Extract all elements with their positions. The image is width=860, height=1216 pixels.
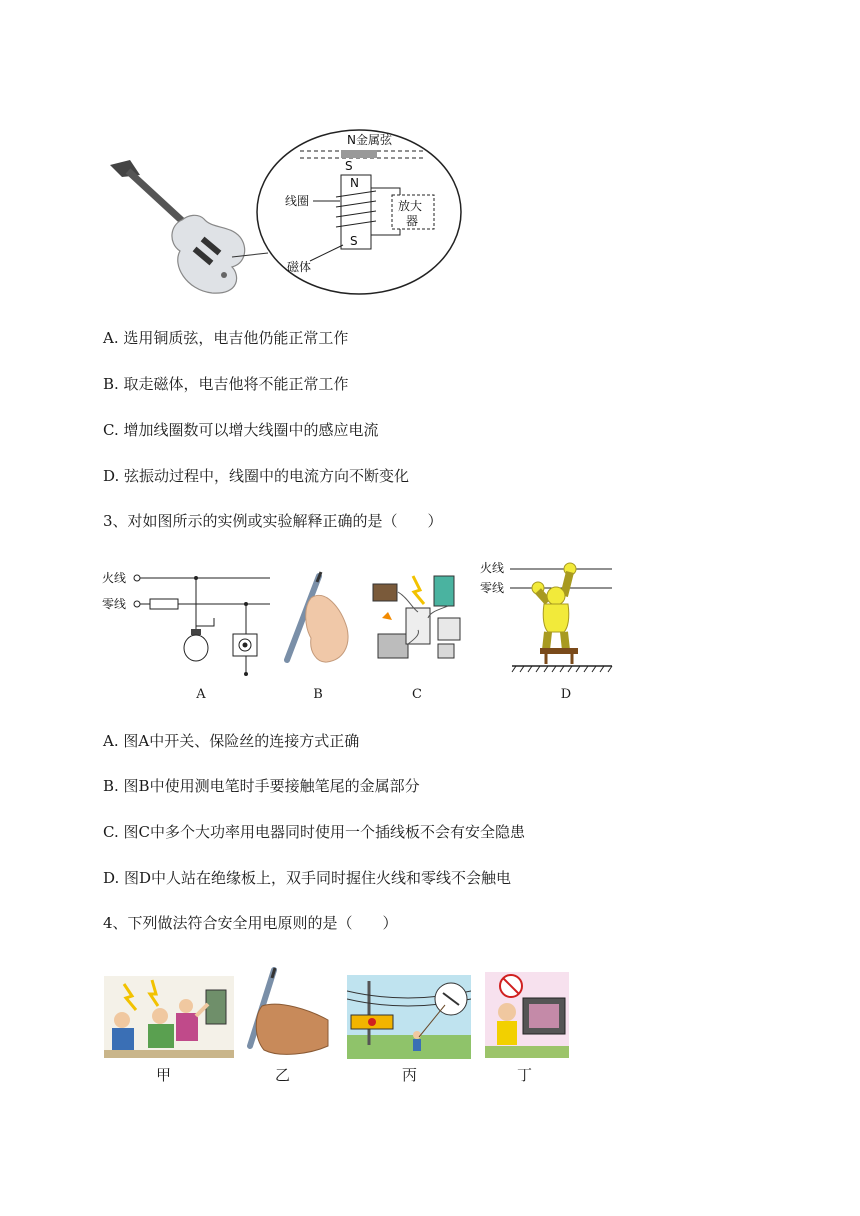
- label-s-top: S: [345, 159, 353, 173]
- q4-stem: 4、下列做法符合安全用电原则的是（ ）: [103, 914, 398, 932]
- q3-figure-d-person-touching-wires: [476, 556, 616, 676]
- q3-figure-b-test-pen: [275, 568, 355, 668]
- q3-option-a: A. 图A中开关、保险丝的连接方式正确: [103, 732, 360, 750]
- label-amplifier-2: 器: [406, 214, 419, 228]
- q3-option-c: C. 图C中多个大功率用电器同时使用一个插线板不会有安全隐患: [103, 823, 525, 841]
- q2-option-a: A. 选用铜质弦，电吉他仍能正常工作: [103, 329, 349, 347]
- q3-option-d: D. 图D中人站在绝缘板上，双手同时握住火线和零线不会触电: [103, 869, 512, 887]
- q3-option-b: B. 图B中使用测电笔时手要接触笔尾的金属部分: [103, 777, 420, 795]
- q3-a-neutral-wire-label: 零线: [102, 597, 127, 611]
- q2-option-d: D. 弦振动过程中，线圈中的电流方向不断变化: [103, 467, 410, 485]
- q3-caption-b: B: [313, 687, 323, 702]
- label-magnet: 磁体: [287, 260, 312, 274]
- q4-figure-ding: [485, 972, 569, 1058]
- q4-figure-jia: [104, 976, 234, 1058]
- q3-d-neutral-wire-label: 零线: [480, 581, 505, 595]
- label-coil: 线圈: [285, 194, 310, 208]
- q3-stem: 3、对如图所示的实例或实验解释正确的是（ ）: [103, 512, 443, 530]
- q4-caption-ding: 丁: [517, 1066, 533, 1084]
- q3-caption-d: D: [560, 687, 572, 702]
- q2-option-b: B. 取走磁体，电吉他将不能正常工作: [103, 375, 349, 393]
- label-n-core: N: [350, 176, 359, 190]
- label-s-bottom: S: [350, 234, 358, 248]
- q3-caption-c: C: [412, 687, 422, 702]
- q3-figure-c-overloaded-strip: [368, 568, 466, 668]
- q4-figure-bing: [347, 975, 471, 1059]
- guitar-pickup-figure: [100, 125, 470, 300]
- q4-caption-jia: 甲: [156, 1066, 172, 1084]
- q3-figure-a-circuit: [100, 562, 275, 680]
- label-n-metal-string: N金属弦: [347, 133, 392, 147]
- q4-caption-bing: 丙: [402, 1066, 418, 1084]
- label-amplifier-1: 放大: [398, 199, 423, 213]
- q3-caption-a: A: [196, 687, 206, 702]
- q3-a-live-wire-label: 火线: [102, 571, 127, 585]
- q4-figure-yi: [240, 966, 330, 1058]
- q2-option-c: C. 增加线圈数可以增大线圈中的感应电流: [103, 421, 379, 439]
- q3-d-live-wire-label: 火线: [480, 561, 505, 575]
- guitar-illustration: [110, 160, 245, 293]
- q4-caption-yi: 乙: [275, 1066, 291, 1084]
